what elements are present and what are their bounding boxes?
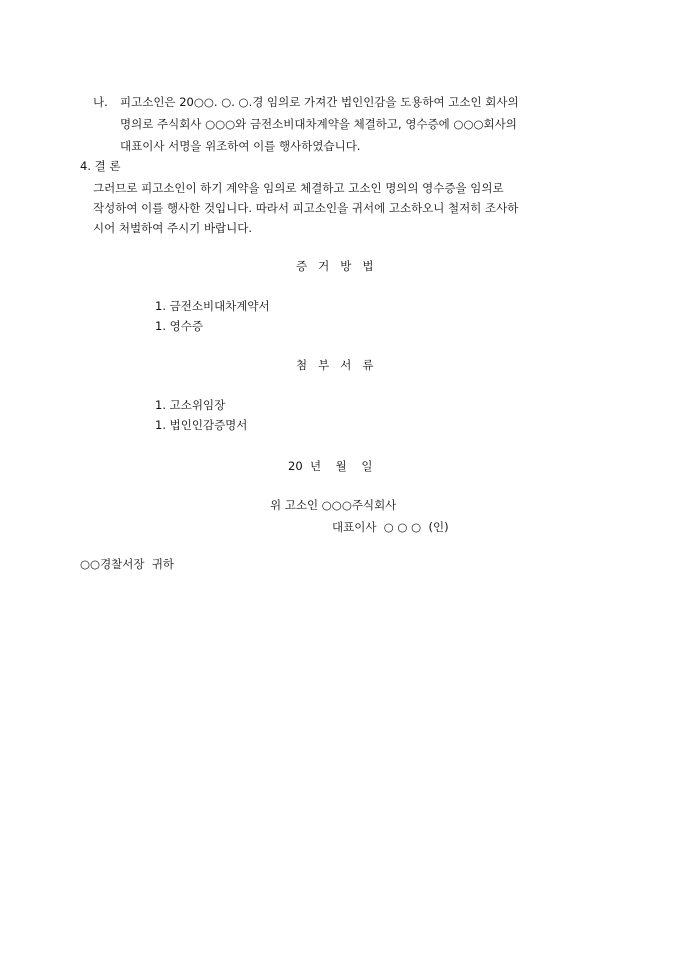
conclusion-line-2: 작성하여 이를 행사한 것입니다. 따라서 피고소인을 귀서에 고소하오니 철저히 조사하: [93, 201, 519, 215]
evidence-item: 1. 금전소비대차계약서: [155, 299, 270, 313]
signature-line-1: 위 고소인 ○○○주식회사: [270, 498, 397, 512]
evidence-title: 증거방법: [296, 259, 385, 273]
conclusion-heading: 4. 결 론: [80, 159, 121, 173]
evidence-item: 1. 영수증: [155, 319, 203, 333]
section-na-line-1: 피고소인은 20○○. ○. ○.경 임의로 가져간 법인인감을 도용하여 고소인 회사의: [120, 95, 519, 109]
section-na-line-3: 대표이사 서명을 위조하여 이를 행사하였습니다.: [120, 139, 361, 153]
addressee: ○○경찰서장 귀하: [80, 557, 175, 571]
conclusion-line-1: 그러므로 피고소인이 하기 계약을 임의로 체결하고 고소인 명의의 영수증을 임의로: [93, 181, 504, 195]
attachment-item: 1. 고소위임장: [155, 398, 226, 412]
section-na-marker: 나.: [93, 95, 108, 109]
attachments-title: 첨부서류: [296, 358, 385, 372]
date-line: 20 년 월 일: [288, 459, 373, 473]
signature-line-2: 대표이사 ○ ○ ○ (인): [332, 520, 449, 534]
section-na-line-2: 명의로 주식회사 ○○○와 금전소비대차계약을 체결하고, 영수증에 ○○○회사의: [120, 117, 517, 131]
conclusion-line-3: 시어 처벌하여 주시기 바랍니다.: [93, 221, 253, 235]
attachment-item: 1. 법인인감증명서: [155, 418, 248, 432]
